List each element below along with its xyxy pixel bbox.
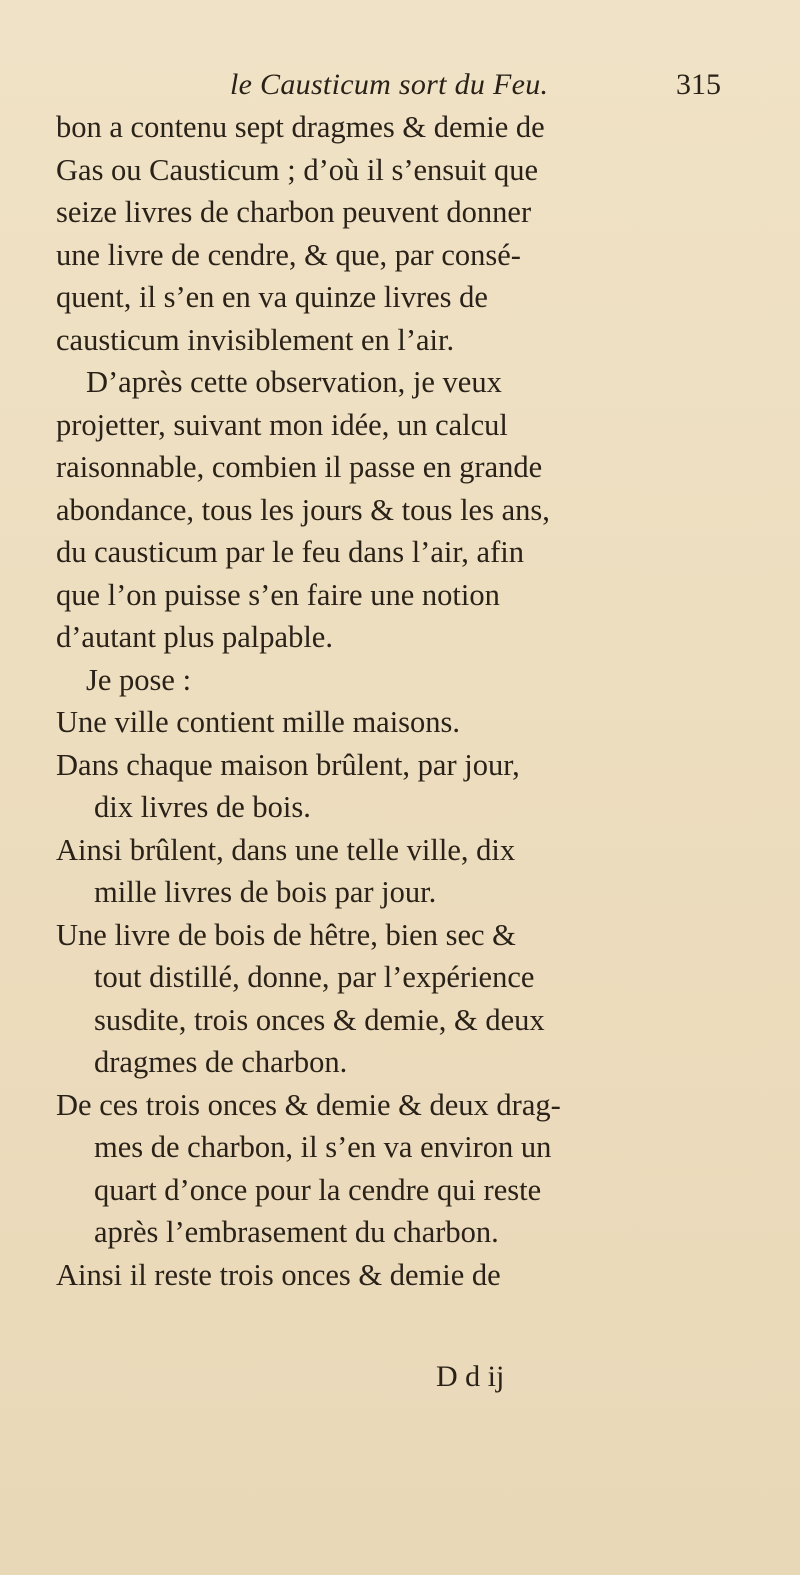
body-text [56, 106, 756, 1296]
text-line: Gas ou Causticum ; d’où il s’ensuit que [56, 152, 539, 187]
text-line: Une livre de bois de hêtre, bien sec & [56, 917, 516, 952]
text-line: Ainsi il reste trois onces & demie de [56, 1257, 501, 1292]
text-line: seize livres de charbon peuvent donner [56, 195, 532, 229]
text-line: bon a contenu sept dragmes & demie de [56, 110, 545, 144]
text-line: d’autant plus palpable. [56, 620, 333, 654]
text-line: quart d’once pour la cendre qui reste [94, 1172, 542, 1207]
text-line: abondance, tous les jours & tous les ans, [56, 492, 550, 527]
text-line: dix livres de bois. [94, 790, 311, 824]
text-line: du causticum par le feu dans l’air, afin [56, 535, 524, 569]
text-line: tout distillé, donne, par l’expérience [94, 960, 535, 994]
page-number: 315 [676, 68, 721, 101]
text-line: causticum invisiblement en l’air. [56, 322, 455, 357]
text-line: mes de charbon, il s’en va environ un [94, 1130, 552, 1164]
text-line: dragmes de charbon. [94, 1045, 348, 1079]
text-line: D’après cette observation, je veux [86, 365, 502, 399]
text-line: Je pose : [86, 662, 192, 697]
running-title: le Causticum sort du Feu. [230, 68, 549, 101]
text-line: Une ville contient mille maisons. [56, 705, 461, 739]
text-line: que l’on puisse s’en faire une notion [56, 577, 500, 612]
text-line: mille livres de bois par jour. [94, 875, 437, 909]
text-line: raisonnable, combien il passe en grande [56, 450, 543, 484]
signature-mark: D d ij [436, 1360, 505, 1393]
text-line: susdite, trois onces & demie, & deux [94, 1002, 545, 1037]
text-line: Dans chaque maison brûlent, par jour, [56, 747, 520, 782]
text-line: après l’embrasement du charbon. [94, 1215, 499, 1249]
text-line: projetter, suivant mon idée, un calcul [56, 407, 508, 442]
text-line: Ainsi brûlent, dans une telle ville, dix [56, 832, 516, 867]
text-line: De ces trois onces & demie & deux drag- [56, 1087, 561, 1122]
text-line: une livre de cendre, & que, par consé- [56, 237, 521, 272]
text-line: quent, il s’en en va quinze livres de [56, 280, 488, 314]
